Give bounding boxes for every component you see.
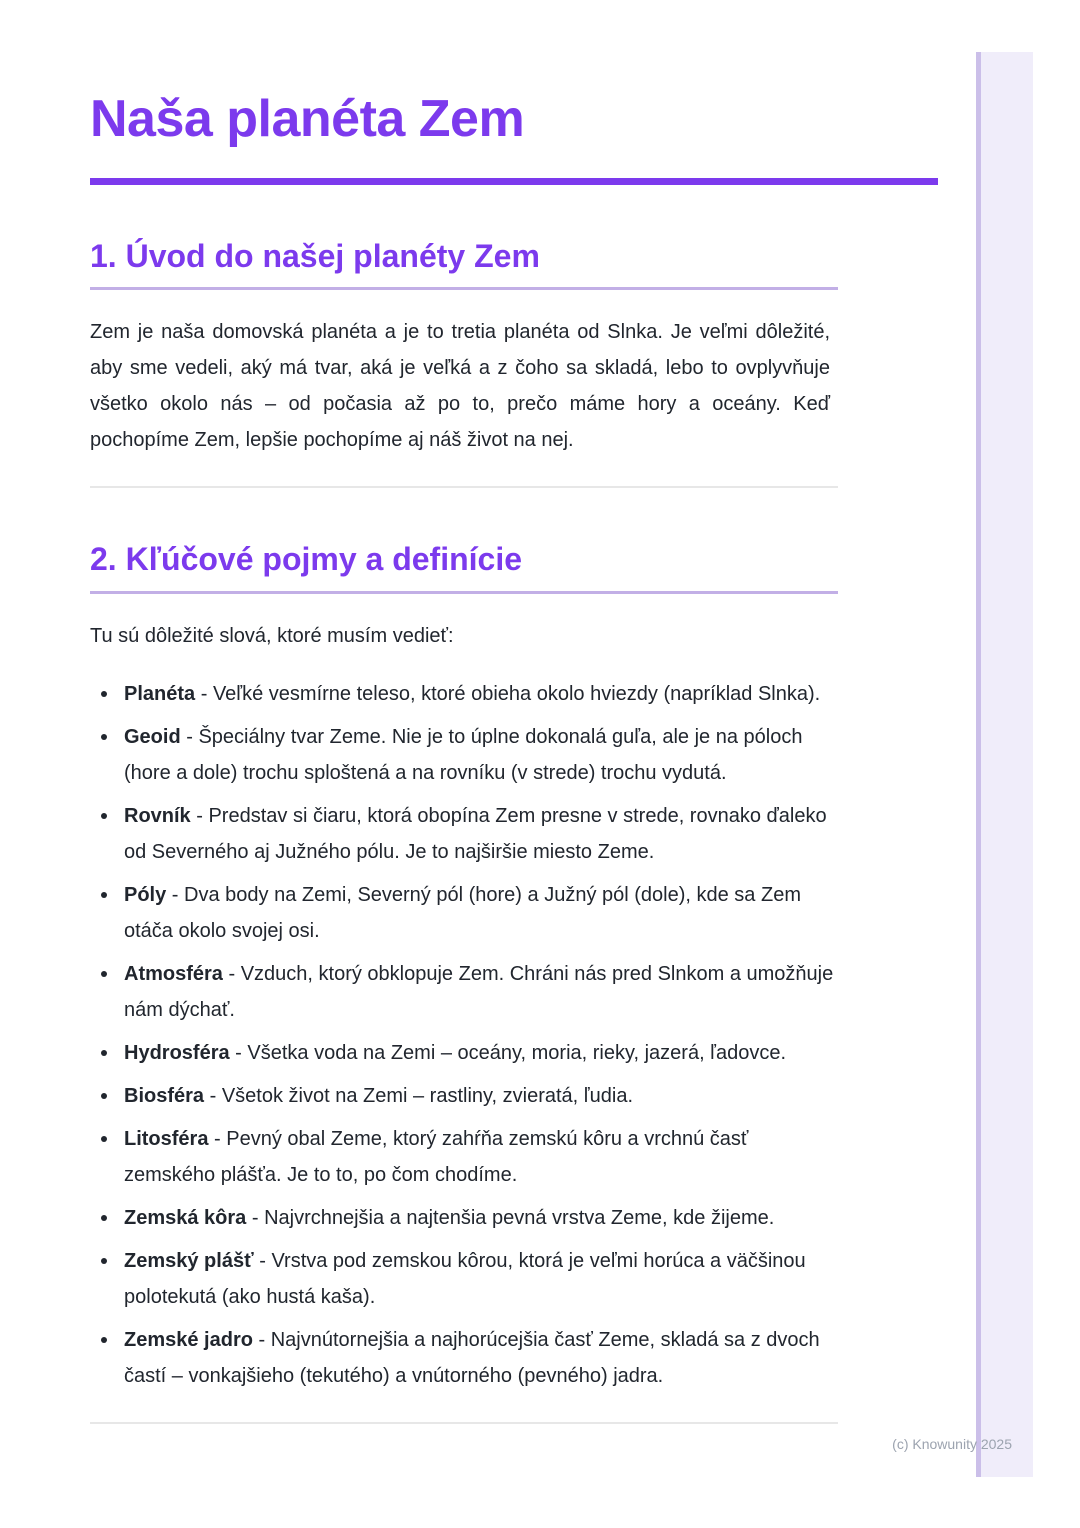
section-1-heading-rule (90, 287, 838, 290)
term-name: Póly (124, 883, 167, 906)
term-list-item (90, 877, 838, 949)
term-list-item (90, 1035, 838, 1071)
bullet-icon (101, 1337, 107, 1343)
term-separator: - (166, 883, 185, 906)
term-list-item (90, 1200, 838, 1236)
term-list-item (90, 798, 838, 870)
section-introduction (90, 237, 838, 488)
bullet-icon (101, 1136, 107, 1142)
term-definition: Vzduch, ktorý obklopuje Zem. Chráni nás pred Slnkom a umožňuje nám dýchať. (124, 962, 834, 1021)
section-1-heading: 1. Úvod do našej planéty Zem (90, 237, 540, 274)
section-divider (90, 486, 838, 488)
bullet-icon (101, 813, 107, 819)
term-name: Rovník (124, 804, 191, 827)
document-content (90, 0, 938, 1424)
term-definition: Predstav si čiaru, ktorá obopína Zem presne v strede, rovnako ďaleko od Severného aj Južného pólu. Je to najširšie miesto Zeme. (124, 804, 827, 863)
title-rule (90, 178, 938, 185)
term-separator: - (229, 1041, 248, 1064)
term-list-item (90, 1243, 838, 1315)
term-definition: Všetka voda na Zemi – oceány, moria, rieky, jazerá, ľadovce. (247, 1041, 787, 1064)
term-list-intro: Tu sú dôležité slová, ktoré musím vedieť: (90, 624, 454, 647)
term-list (90, 676, 838, 1394)
section-2-heading: 2. Kľúčové pojmy a definície (90, 541, 523, 578)
footer-copyright: (c) Knowunity 2025 (892, 1436, 1012, 1452)
bullet-icon (101, 1050, 107, 1056)
term-list-item (90, 719, 838, 791)
term-definition: Najvrchnejšia a najtenšia pevná vrstva Zeme, kde žijeme. (264, 1206, 775, 1229)
term-definition: Všetok život na Zemi – rastliny, zvieratá, ľudia. (221, 1084, 633, 1107)
term-separator: - (253, 1249, 272, 1272)
term-name: Biosféra (124, 1084, 205, 1107)
term-definition: Pevný obal Zeme, ktorý zahŕňa zemskú kôru a vrchnú časť zemského plášťa. Je to to, po čom chodíme. (124, 1127, 749, 1186)
section-divider (90, 1422, 838, 1424)
bullet-icon (101, 1215, 107, 1221)
section-1-paragraph: Zem je naša domovská planéta a je to tretia planéta od Slnka. Je veľmi dôležité, aby sme vedeli, aký má tvar, aká je veľká a z čoho sa skladá, lebo to ovplyvňuje všetko okolo nás – od počasia až po to, prečo máme hory a oceány. Keď pochopíme Zem, lepšie pochopíme aj náš život na nej. (90, 321, 830, 452)
term-list-item (90, 956, 838, 1028)
term-separator: - (252, 1328, 271, 1351)
page-title: Naša planéta Zem (90, 90, 525, 148)
term-separator: - (246, 1206, 265, 1229)
bullet-icon (101, 734, 107, 740)
term-definition: Vrstva pod zemskou kôrou, ktorá je veľmi horúca a väčšinou polotekutá (ako hustá kaša). (124, 1249, 806, 1308)
bullet-icon (101, 971, 107, 977)
term-list-item (90, 1322, 838, 1394)
term-definition: Veľké vesmírne teleso, ktoré obieha okolo hviezdy (napríklad Slnka). (212, 682, 821, 705)
section-2-heading-rule (90, 591, 838, 594)
term-separator: - (222, 962, 241, 985)
term-name: Zemské jadro (124, 1328, 253, 1351)
term-separator: - (180, 725, 199, 748)
term-name: Hydrosféra (124, 1041, 230, 1064)
term-name: Atmosféra (124, 962, 223, 985)
term-name: Litosféra (124, 1127, 209, 1150)
term-name: Planéta (124, 682, 196, 705)
bullet-icon (101, 892, 107, 898)
term-name: Zemský plášť (124, 1249, 254, 1272)
term-name: Geoid (124, 725, 181, 748)
page-side-strip (976, 52, 1033, 1477)
term-definition: Špeciálny tvar Zeme. Nie je to úplne dokonalá guľa, ale je na póloch (hore a dole) trochu sploštená a na rovníku (v strede) trochu vydutá. (124, 725, 803, 784)
term-list-item (90, 676, 838, 712)
term-separator: - (195, 682, 213, 705)
bullet-icon (101, 1258, 107, 1264)
term-definition: Dva body na Zemi, Severný pól (hore) a Južný pól (dole), kde sa Zem otáča okolo svojej osi. (124, 883, 801, 942)
bullet-icon (101, 1093, 107, 1099)
term-list-item (90, 1078, 838, 1114)
term-separator: - (208, 1127, 227, 1150)
term-separator: - (190, 804, 209, 827)
term-list-item (90, 1121, 838, 1193)
bullet-icon (101, 691, 107, 697)
term-name: Zemská kôra (124, 1206, 247, 1229)
term-separator: - (204, 1084, 222, 1107)
section-key-terms (90, 540, 838, 1423)
term-definition: Najvnútornejšia a najhorúcejšia časť Zeme, skladá sa z dvoch častí – vonkajšieho (tekutého) a vnútorného (pevného) jadra. (124, 1328, 820, 1387)
